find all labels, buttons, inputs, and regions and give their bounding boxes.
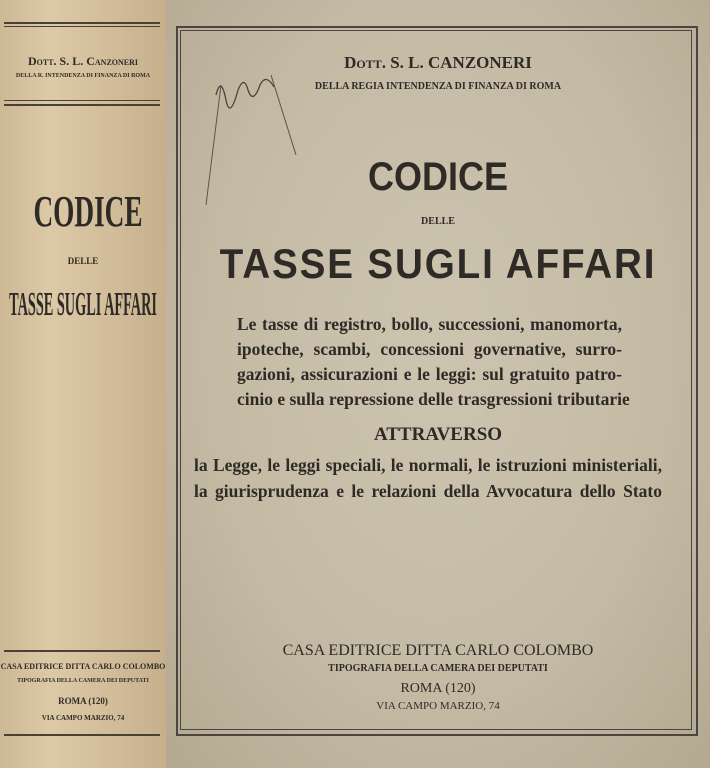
divider bbox=[4, 734, 160, 736]
cover-title-codice: CODICE bbox=[367, 155, 509, 199]
cover-description bbox=[237, 312, 630, 412]
spine-printer: TIPOGRAFIA DELLA CAMERA DEI DEPUTATI bbox=[17, 678, 149, 684]
description-line: gazioni, assicurazioni e le leggi: sul gratuito patro- bbox=[237, 364, 622, 384]
spine-publisher: CASA EDITRICE DITTA CARLO COLOMBO bbox=[0, 662, 166, 671]
divider bbox=[4, 650, 160, 652]
divider bbox=[4, 100, 160, 101]
description-line: Le tasse di registro, bollo, successioni, manomorta, bbox=[237, 314, 622, 334]
description-line: cinio e sulla repressione delle trasgressioni tributarie bbox=[237, 389, 630, 409]
cover-attraverso: ATTRAVERSO bbox=[373, 424, 503, 445]
spine-city: ROMA (120) bbox=[58, 696, 108, 706]
spine-title-delle: DELLE bbox=[67, 256, 99, 266]
sources-line: la Legge, le leggi speciali, le normali, le istruzioni ministeriali, bbox=[194, 455, 662, 475]
cover-publisher: CASA EDITRICE DITTA CARLO COLOMBO bbox=[282, 642, 594, 659]
cover-title-delle: DELLE bbox=[421, 216, 455, 227]
divider bbox=[4, 22, 160, 24]
cover-printer: TIPOGRAFIA DELLA CAMERA DEI DEPUTATI bbox=[328, 663, 548, 674]
front-cover bbox=[166, 0, 710, 768]
cover-author: Dott. S. L. CANZONERI bbox=[344, 53, 532, 72]
divider bbox=[4, 104, 160, 106]
cover-title-main: TASSE SUGLI AFFARI bbox=[219, 240, 657, 287]
cover-city: ROMA (120) bbox=[400, 681, 476, 696]
spine-affiliation: DELLA R. INTENDENZA DI FINANZA DI ROMA bbox=[15, 73, 151, 79]
divider bbox=[4, 26, 160, 27]
spine-address: VIA CAMPO MARZIO, 74 bbox=[41, 714, 125, 722]
description-line: ipoteche, scambi, concessioni governative, surro- bbox=[237, 339, 622, 359]
cover-sources bbox=[194, 452, 662, 504]
spine-title-main: TASSE SUGLI AFFARI bbox=[9, 286, 157, 323]
cover-address: VIA CAMPO MARZIO, 74 bbox=[376, 700, 500, 712]
cover-affiliation: DELLA REGIA INTENDENZA DI FINANZA DI ROMA bbox=[314, 81, 562, 92]
book-spine bbox=[0, 0, 166, 768]
spine-title-codice: CODICE bbox=[33, 187, 143, 236]
sources-line: la giurisprudenza e le relazioni della Avvocatura dello Stato bbox=[194, 481, 662, 501]
spine-author: Dott. S. L. Canzoneri bbox=[27, 54, 139, 68]
